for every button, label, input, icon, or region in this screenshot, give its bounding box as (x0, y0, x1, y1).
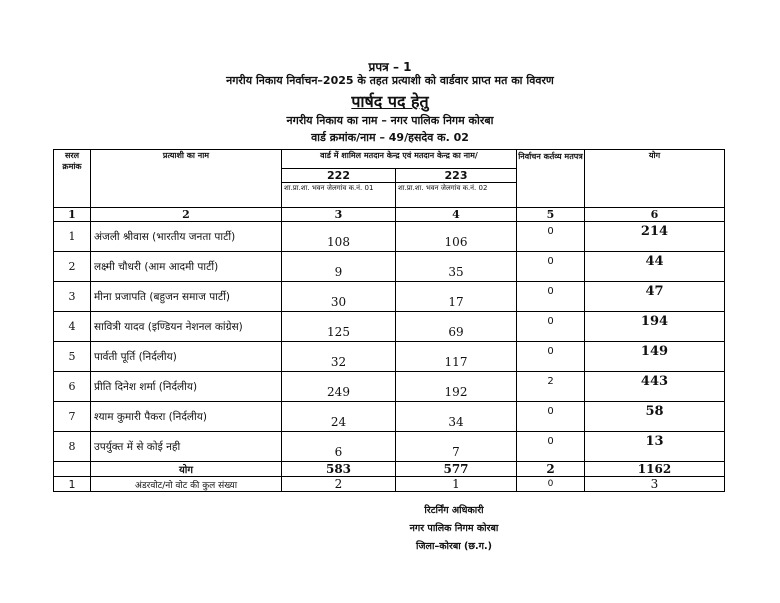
total-votes: 443 (585, 372, 725, 402)
sum-booth2: 577 (396, 462, 517, 477)
serial-cell: 7 (54, 402, 91, 432)
total-votes: 47 (585, 282, 725, 312)
undervote-booth2: 1 (396, 477, 517, 492)
serial-cell: 3 (54, 282, 91, 312)
total-votes: 214 (585, 222, 725, 252)
post-heading-text: पार्षद पद हेतु (351, 92, 429, 111)
booth1-votes: 9 (282, 252, 396, 282)
booths-group-header: वार्ड में शामिल मतदान केन्द्र एवं मतदान केन्द्र का नाम/ (282, 150, 517, 169)
postal-votes: 0 (517, 432, 585, 462)
undervote-total: 3 (585, 477, 725, 492)
total-votes: 58 (585, 402, 725, 432)
serial-header: सरल क्रमांक (54, 150, 91, 208)
postal-header: निर्वाचन कर्तव्य मतपत्र (517, 150, 585, 208)
postal-votes: 2 (517, 372, 585, 402)
candidate-cell: उपर्युक्त में से कोई नही (91, 432, 282, 462)
signature-officer: रिटर्निंग अधिकारी (424, 505, 484, 516)
booth2-votes: 117 (396, 342, 517, 372)
table-row (54, 432, 725, 462)
table-row (54, 282, 725, 312)
column-number: 5 (517, 208, 585, 222)
booth1-votes: 30 (282, 282, 396, 312)
serial-cell: 6 (54, 372, 91, 402)
serial-cell: 2 (54, 252, 91, 282)
table-row (54, 312, 725, 342)
header-row (54, 150, 725, 169)
candidate-cell: लक्ष्मी चौधरी (आम आदमी पार्टी) (91, 252, 282, 282)
candidate-header: प्रत्याशी का नाम (91, 150, 282, 208)
serial-cell: 4 (54, 312, 91, 342)
booth2-votes: 7 (396, 432, 517, 462)
table-row (54, 372, 725, 402)
column-number: 1 (54, 208, 91, 222)
undervote-postal: 0 (517, 477, 585, 492)
serial-cell: 5 (54, 342, 91, 372)
candidate-cell: श्याम कुमारी पैकरा (निर्दलीय) (91, 402, 282, 432)
column-number-row (54, 208, 725, 222)
sum-postal: 2 (517, 462, 585, 477)
postal-votes: 0 (517, 282, 585, 312)
form-number: प्रपत्र – 1 (368, 60, 412, 74)
sum-total: 1162 (585, 462, 725, 477)
undervote-row (54, 477, 725, 492)
postal-votes: 0 (517, 252, 585, 282)
booth1-votes: 108 (282, 222, 396, 252)
undervote-serial: 1 (54, 477, 91, 492)
total-votes: 149 (585, 342, 725, 372)
column-number: 3 (282, 208, 396, 222)
booth1-votes: 32 (282, 342, 396, 372)
total-votes: 13 (585, 432, 725, 462)
postal-votes: 0 (517, 402, 585, 432)
column-number: 2 (91, 208, 282, 222)
sum-label: योग (91, 462, 282, 477)
table-row (54, 252, 725, 282)
body-name: नगरीय निकाय का नाम – नगर पालिक निगम कोरबा (286, 114, 494, 127)
results-table (53, 149, 725, 492)
booth-number-2: 223 (396, 169, 517, 183)
undervote-label: अंडरवोट/नो वोट की कुल संख्या (91, 477, 282, 492)
undervote-booth1: 2 (282, 477, 396, 492)
postal-votes: 0 (517, 342, 585, 372)
column-number: 4 (396, 208, 517, 222)
candidate-cell: प्रीति दिनेश शर्मा (निर्दलीय) (91, 372, 282, 402)
booth-name-1: शा.प्रा.शा. भवन जेलगांव क.नं. 01 (282, 183, 396, 208)
serial-cell: 1 (54, 222, 91, 252)
sum-empty-cell (54, 462, 91, 477)
candidate-cell: पार्वती पूर्ति (निर्दलीय) (91, 342, 282, 372)
signature-district: जिला–कोरबा (छ.ग.) (416, 541, 492, 552)
total-votes: 44 (585, 252, 725, 282)
table-row (54, 222, 725, 252)
document-title: नगरीय निकाय निर्वाचन–2025 के तहत प्रत्याशी को वार्डवार प्राप्त मत का विवरण (226, 74, 554, 87)
table-row (54, 402, 725, 432)
sum-row (54, 462, 725, 477)
total-header: योग (585, 150, 725, 208)
signature-corporation: नगर पालिक निगम कोरबा (409, 523, 499, 534)
candidate-cell: सावित्री यादव (इण्डियन नेशनल कांग्रेस) (91, 312, 282, 342)
postal-votes: 0 (517, 222, 585, 252)
booth-name-2: शा.प्रा.शा. भवन जेलगांव क.नं. 02 (396, 183, 517, 208)
sum-booth1: 583 (282, 462, 396, 477)
postal-votes: 0 (517, 312, 585, 342)
booth1-votes: 249 (282, 372, 396, 402)
booth-number-1: 222 (282, 169, 396, 183)
table-row (54, 342, 725, 372)
booth2-votes: 17 (396, 282, 517, 312)
post-heading (0, 90, 780, 112)
candidate-cell: मीना प्रजापति (बहुजन समाज पार्टी) (91, 282, 282, 312)
serial-cell: 8 (54, 432, 91, 462)
booth2-votes: 192 (396, 372, 517, 402)
candidate-cell: अंजली श्रीवास (भारतीय जनता पार्टी) (91, 222, 282, 252)
booth2-votes: 69 (396, 312, 517, 342)
booth2-votes: 106 (396, 222, 517, 252)
booth1-votes: 125 (282, 312, 396, 342)
ward-name: वार्ड क्रमांक/नाम – 49/हसदेव क. 02 (311, 131, 469, 144)
column-number: 6 (585, 208, 725, 222)
booth2-votes: 34 (396, 402, 517, 432)
booth2-votes: 35 (396, 252, 517, 282)
booth1-votes: 6 (282, 432, 396, 462)
total-votes: 194 (585, 312, 725, 342)
booth1-votes: 24 (282, 402, 396, 432)
